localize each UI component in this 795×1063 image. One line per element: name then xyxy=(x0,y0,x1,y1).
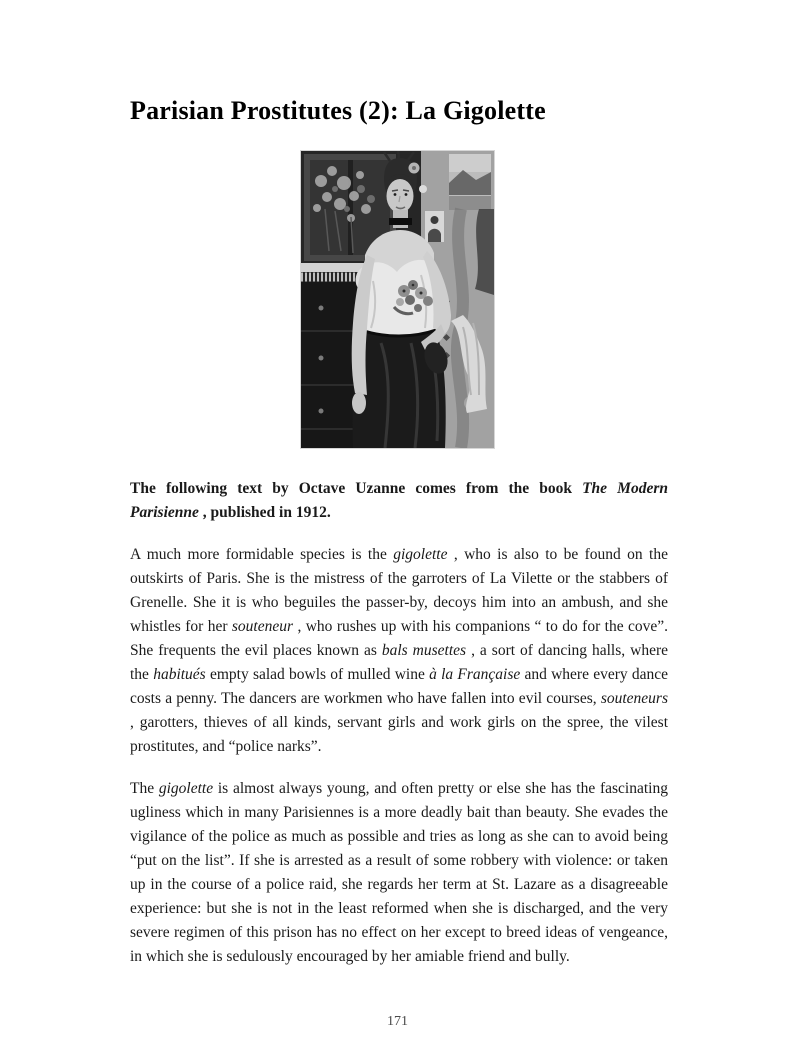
text-segment: empty salad bowls of mulled wine xyxy=(205,666,430,683)
text-segment: , published in 1912. xyxy=(198,504,331,521)
text-segment: à la Française xyxy=(429,666,521,683)
text-segment: habitués xyxy=(153,666,206,683)
intro-paragraph xyxy=(130,477,668,525)
text-segment: , garotters, thieves of all kinds, servant girls and work girls on the spree, the vilest prostitutes, and “police narks”. xyxy=(130,714,668,755)
text-segment: gigolette xyxy=(393,546,448,563)
text-segment: souteneur xyxy=(231,618,294,635)
text-segment: , a sort of dancing halls, where the xyxy=(130,642,669,683)
page-title: Parisian Prostitutes (2): La Gigolette xyxy=(130,96,546,125)
text-segment: is almost always young, and often pretty or else she has the fascinating ugliness which in many Parisiennes is a more deadly bait than beauty. She evades the vigilance of the police as much as possible and tries as long as she can to avoid being “put on the list”. If she is arrested as a result of some robbery with violence: or taken up in the course of a police raid, she regards her term at St. Lazare as a disagreeable experience: but she is not in the least reformed when she is discharged, and the very severe regimen of this prison has no effect on her except to breed ideas of vengeance, in which she is sedulously encouraged by her amiable friend and bully. xyxy=(130,780,668,965)
page-number: 171 xyxy=(387,1014,408,1029)
text-segment: bals musettes xyxy=(381,642,467,659)
text-segment: souteneurs xyxy=(600,690,668,707)
text-segment: , who is also to be found on the outskirts of Paris. She is the mistress of the garroters of La Vilette or the stabbers of Grenelle. She it is who beguiles the passer-by, decoys him into an ambush, and she whistles for her xyxy=(130,546,668,635)
portrait-photo-illustration xyxy=(301,151,494,448)
text-segment: The Modern Parisienne xyxy=(130,480,668,521)
text-segment: The following text by Octave Uzanne comes from the book xyxy=(130,480,583,497)
text-segment: , who rushes up with his companions “ to do for the cove”. She frequents the evil places known as xyxy=(130,618,668,659)
paragraph-1 xyxy=(130,543,668,759)
text-segment: The xyxy=(130,780,159,797)
body-text xyxy=(130,477,668,987)
text-segment: A much more formidable species is the xyxy=(130,546,394,563)
text-segment: and where every dance costs a penny. The dancers are workmen who have fallen into evil courses, xyxy=(130,666,669,707)
portrait-photo xyxy=(300,150,495,449)
text-segment: gigolette xyxy=(158,780,214,797)
paragraph-2 xyxy=(130,777,668,969)
